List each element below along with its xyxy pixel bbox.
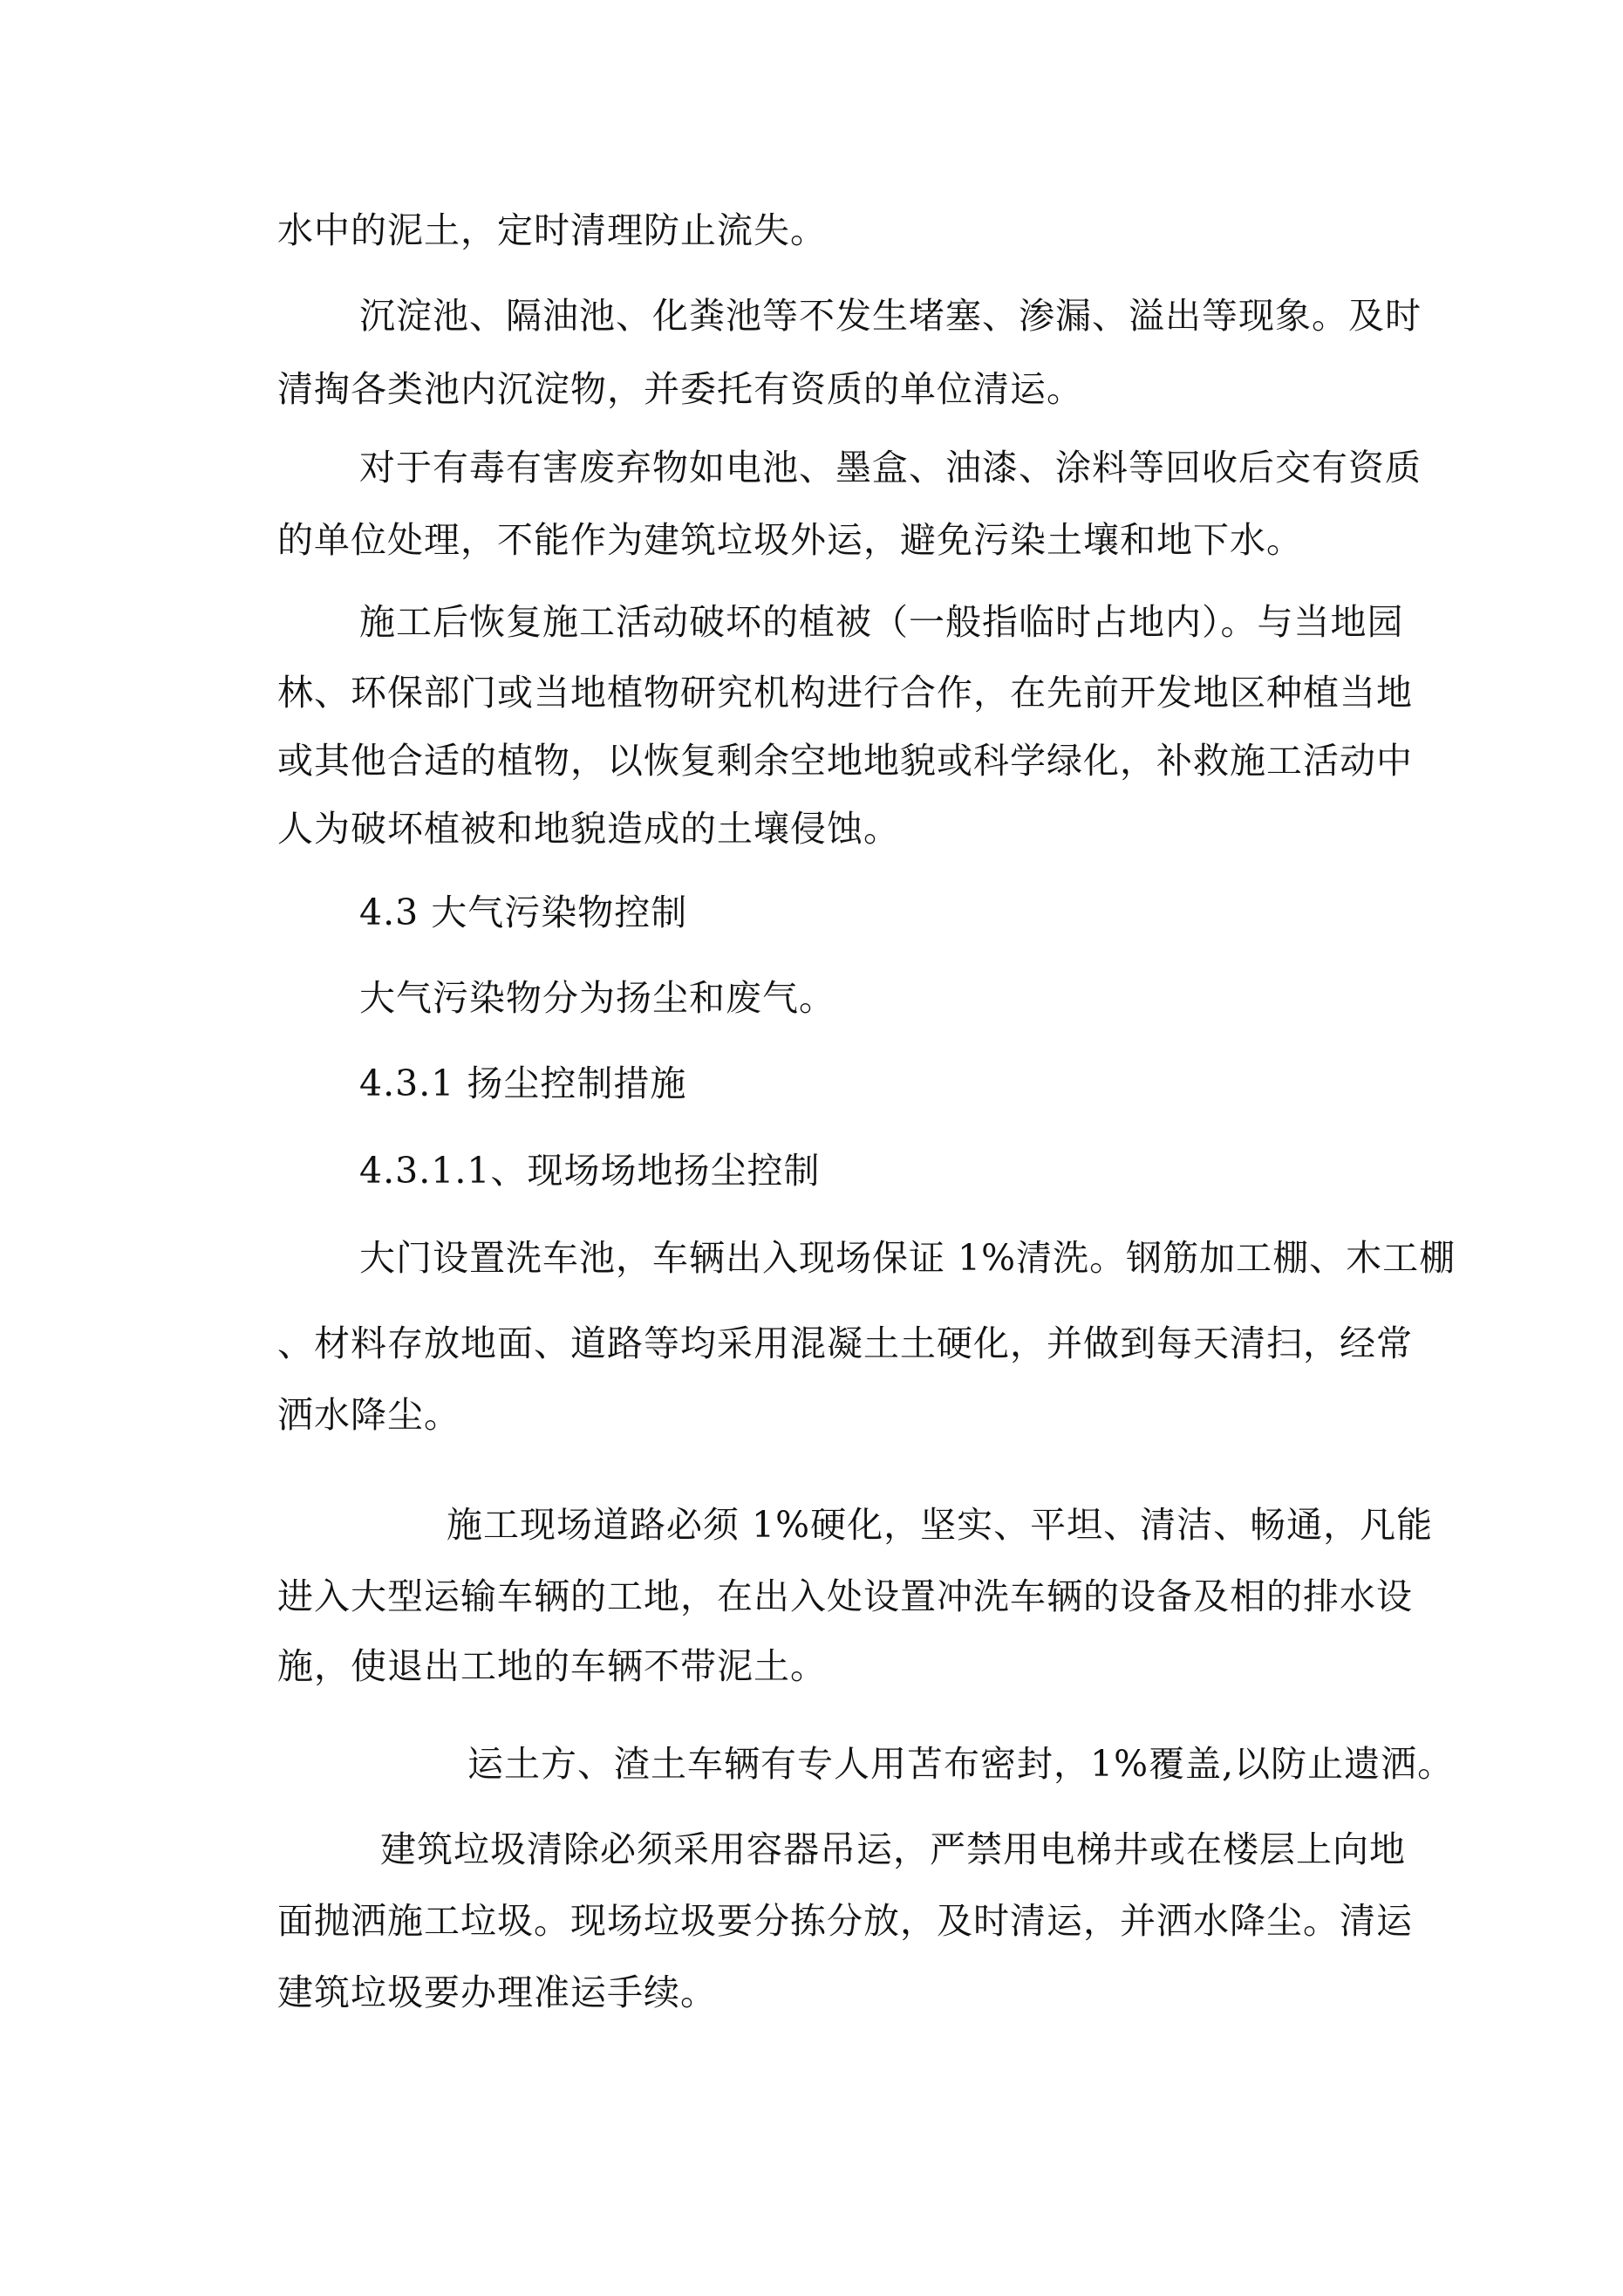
text-line-5: 的单位处理，不能作为建筑垃圾外运，避免污染土壤和地下水。: [277, 519, 1303, 561]
text-line-15: 、材料存放地面、道路等均采用混凝土土硬化，并做到每天清扫，经常: [277, 1322, 1413, 1364]
text-line-21: 建筑垃圾清除必须采用容器吊运，严禁用电梯井或在楼层上向地: [380, 1828, 1406, 1870]
section-heading-4-3-1: 4.3.1 扬尘控制措施: [359, 1063, 687, 1104]
text-line-16: 洒水降尘。: [277, 1394, 460, 1436]
text-line-4: 对于有毒有害废弃物如电池、墨盒、油漆、涂料等回收后交有资质: [359, 447, 1422, 489]
text-line-9: 人为破坏植被和地貌造成的土壤侵蚀。: [277, 808, 900, 850]
section-heading-4-3: 4.3 大气污染物控制: [359, 892, 688, 933]
text-line-7: 林、环保部门或当地植物研究机构进行合作，在先前开发地区种植当地: [277, 672, 1413, 714]
text-line-2: 沉淀池、隔油池、化粪池等不发生堵塞、渗漏、溢出等现象。及时: [359, 295, 1422, 337]
text-line-14: 大门设置洗车池，车辆出入现场保证 1%清洗。钢筋加工棚、木工棚: [359, 1237, 1456, 1279]
text-line-11: 大气污染物分为扬尘和废气。: [359, 977, 835, 1019]
text-line-19: 施，使退出工地的车辆不带泥土。: [277, 1645, 827, 1687]
text-line-17: 施工现场道路必须 1%硬化，坚实、平坦、清洁、畅通，凡能: [447, 1504, 1434, 1546]
section-heading-4-3-1-1: 4.3.1.1、现场场地扬尘控制: [359, 1150, 821, 1192]
text-line-3: 清掏各类池内沉淀物，并委托有资质的单位清运。: [277, 368, 1083, 410]
text-line-23: 建筑垃圾要办理准运手续。: [277, 1971, 717, 2013]
text-line-20: 运土方、渣土车辆有专人用苫布密封，1%覆盖,以防止遗洒。: [467, 1743, 1455, 1785]
text-line-8: 或其他合适的植物，以恢复剩余空地地貌或科学绿化，补救施工活动中: [277, 740, 1413, 782]
text-line-18: 进入大型运输车辆的工地，在出入处设置冲洗车辆的设备及相的排水设: [277, 1575, 1413, 1617]
text-line-6: 施工后恢复施工活动破坏的植被（一般指临时占地内）。与当地园: [359, 601, 1404, 643]
text-line-22: 面抛洒施工垃圾。现场垃圾要分拣分放，及时清运，并洒水降尘。清运: [277, 1900, 1413, 1942]
text-line-1: 水中的泥土，定时清理防止流失。: [277, 209, 827, 251]
